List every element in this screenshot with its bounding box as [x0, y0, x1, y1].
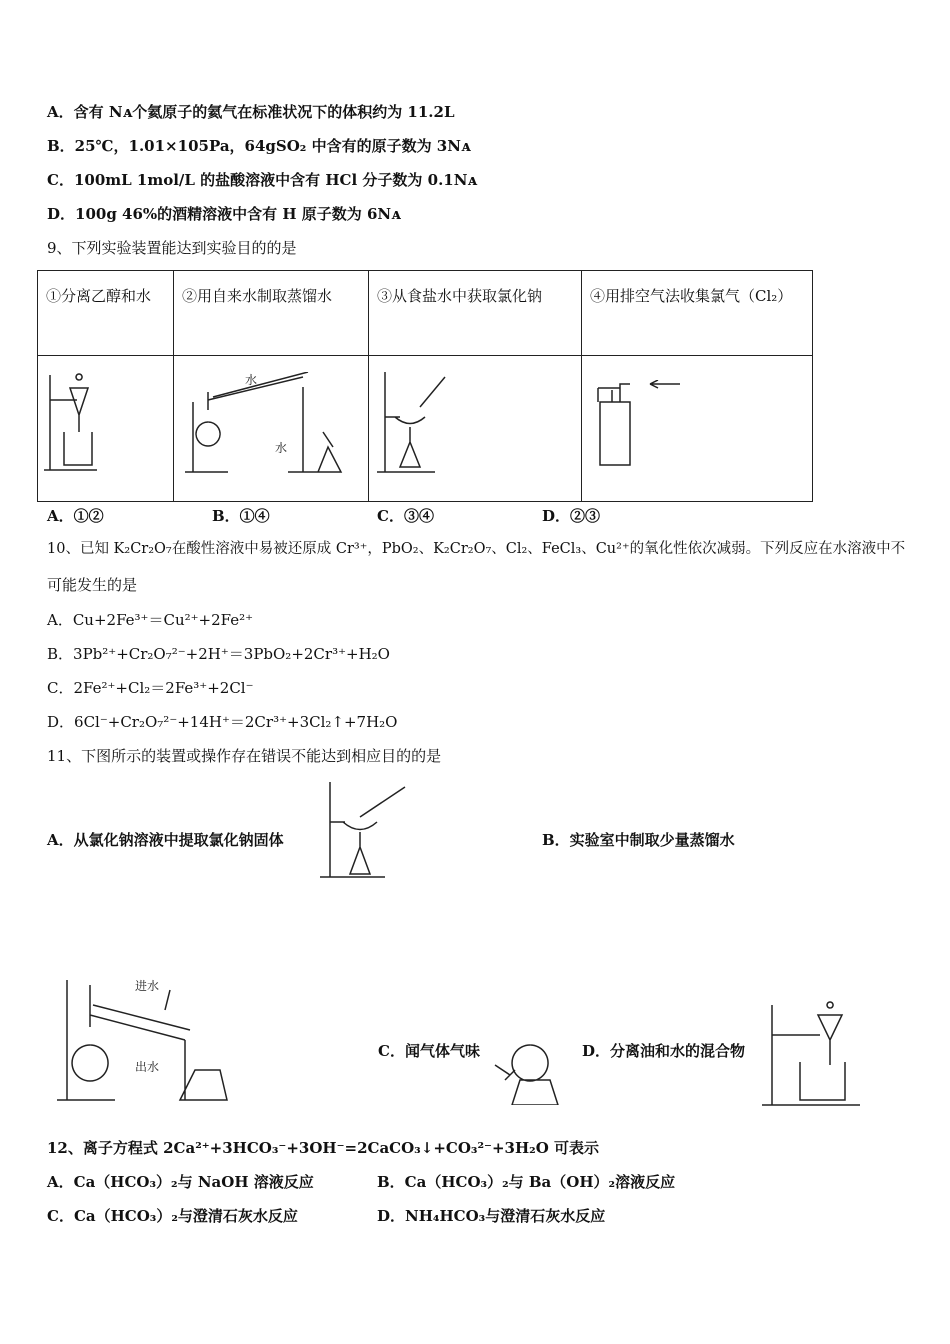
q9-option-a: A．①② — [47, 507, 104, 525]
separating-funnel-figure — [760, 1000, 865, 1108]
smelling-gas-figure — [490, 1020, 570, 1105]
q8-option-b: B．25℃，1.01×105Pa，64gSO₂ 中含有的原子数为 3Nᴀ — [47, 137, 471, 155]
q12-stem: 12、离子方程式 2Ca²⁺+3HCO₃⁻+3OH⁻=2CaCO₃↓+CO₃²⁻+3H₂O 可表示 — [47, 1139, 599, 1157]
gas-collection-figure — [590, 380, 680, 470]
q8-option-d: D．100g 46%的酒精溶液中含有 H 原子数为 6Nᴀ — [47, 205, 401, 223]
q11-option-b: B．实验室中制取少量蒸馏水 — [542, 831, 735, 849]
distillation-apparatus-figure — [55, 975, 275, 1105]
q11-option-d: D．分离油和水的混合物 — [582, 1042, 746, 1060]
q8-option-a: A．含有 Nᴀ个氦原子的氦气在标准状况下的体积约为 11.2L — [47, 103, 455, 121]
q9-header-1: ①分离乙醇和水 — [38, 271, 174, 356]
water-out-label-2: 出水 — [135, 1060, 160, 1074]
q9-option-d: D．②③ — [542, 507, 601, 525]
q9-option-b: B．①④ — [212, 507, 270, 525]
distillation-figure — [183, 372, 353, 477]
evaporating-dish-figure — [315, 782, 415, 882]
separatory-funnel-figure — [42, 370, 102, 475]
water-in-label: 水 — [245, 373, 258, 387]
q10-stem-line1: 10、已知 K₂Cr₂O₇在酸性溶液中易被还原成 Cr³⁺，PbO₂、K₂Cr₂O₇、Cl₂、FeCl₃、Cu²⁺的氧化性依次减弱。下列反应在水溶液中不 — [47, 541, 906, 557]
q11-option-a: A．从氯化钠溶液中提取氯化钠固体 — [47, 831, 284, 849]
q10-option-d: D．6Cl⁻+Cr₂O₇²⁻+14H⁺＝2Cr³⁺+3Cl₂↑+7H₂O — [47, 713, 398, 731]
q10-stem-line2: 可能发生的是 — [47, 576, 138, 594]
q10-option-a: A．Cu+2Fe³⁺＝Cu²⁺+2Fe²⁺ — [47, 611, 254, 629]
q9-header-2: ②用自来水制取蒸馏水 — [174, 271, 369, 356]
q11-stem: 11、下图所示的装置或操作存在错误不能达到相应目的的是 — [47, 747, 442, 765]
water-out-label: 水 — [275, 441, 288, 455]
q9-option-c: C．③④ — [377, 507, 434, 525]
q8-option-c: C．100mL 1mol/L 的盐酸溶液中含有 HCl 分子数为 0.1Nᴀ — [47, 171, 478, 189]
q12-option-b: B．Ca（HCO₃）₂与 Ba（OH）₂溶液反应 — [377, 1173, 676, 1191]
q10-option-c: C．2Fe²⁺+Cl₂＝2Fe³⁺+2Cl⁻ — [47, 679, 254, 697]
q9-stem: 9、下列实验装置能达到实验目的的是 — [47, 239, 297, 257]
q10-option-b: B．3Pb²⁺+Cr₂O₇²⁻+2H⁺＝3PbO₂+2Cr³⁺+H₂O — [47, 645, 390, 663]
evaporation-figure — [375, 372, 455, 477]
q12-option-d: D．NH₄HCO₃与澄清石灰水反应 — [377, 1207, 606, 1225]
q9-header-4: ④用排空气法收集氯气（Cl₂） — [582, 271, 813, 356]
q9-header-3: ③从食盐水中获取氯化钠 — [369, 271, 582, 356]
q11-option-c: C．闻气体气味 — [378, 1042, 480, 1060]
q12-option-a: A．Ca（HCO₃）₂与 NaOH 溶液反应 — [47, 1173, 314, 1191]
water-in-label-2: 进水 — [135, 979, 160, 993]
q12-option-c: C．Ca（HCO₃）₂与澄清石灰水反应 — [47, 1207, 298, 1225]
